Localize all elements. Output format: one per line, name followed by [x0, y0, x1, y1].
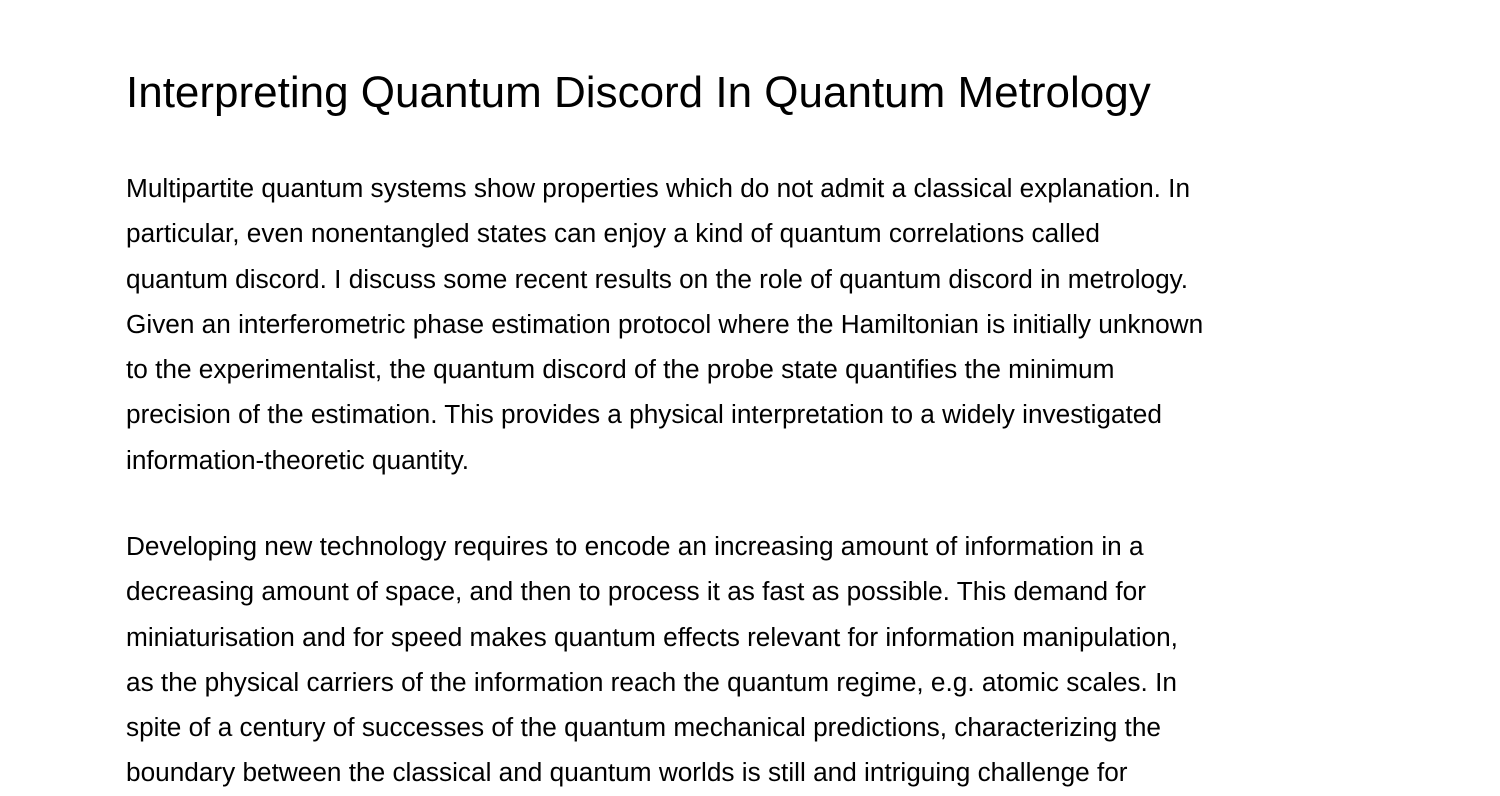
- text-line: quantum discord. I discuss some recent results on the role of quantum discord in metrology.: [126, 263, 1189, 294]
- text-line: decreasing amount of space, and then to process it as fast as possible. This demand for: [126, 576, 1146, 607]
- abstract-paragraph: [126, 166, 1203, 483]
- text-line: particular, even nonentangled states can enjoy a kind of quantum correlations called: [126, 218, 1100, 249]
- document-title: Interpreting Quantum Discord In Quantum Metrology: [126, 68, 1151, 117]
- text-line: precision of the estimation. This provides a physical interpretation to a widely investigated: [126, 399, 1162, 430]
- text-line: miniaturisation and for speed makes quantum effects relevant for information manipulation,: [126, 621, 1178, 652]
- text-line: information-theoretic quantity.: [126, 444, 470, 475]
- text-line: Developing new technology requires to encode an increasing amount of information in a: [126, 531, 1144, 561]
- text-line: to the experimentalist, the quantum discord of the probe state quantifies the minimum: [126, 354, 1115, 385]
- text-line: as the physical carriers of the information reach the quantum regime, e.g. atomic scales. In: [126, 666, 1177, 697]
- body-paragraph: [126, 524, 1178, 796]
- text-line: spite of a century of successes of the quantum mechanical predictions, characterizing the: [126, 712, 1161, 743]
- text-line: Multipartite quantum systems show properties which do not admit a classical explanation. In: [126, 173, 1191, 203]
- text-line: Given an interferometric phase estimation protocol where the Hamiltonian is initially unknown: [126, 308, 1204, 339]
- text-line: boundary between the classical and quantum worlds is still and intriguing challenge for: [126, 757, 1128, 788]
